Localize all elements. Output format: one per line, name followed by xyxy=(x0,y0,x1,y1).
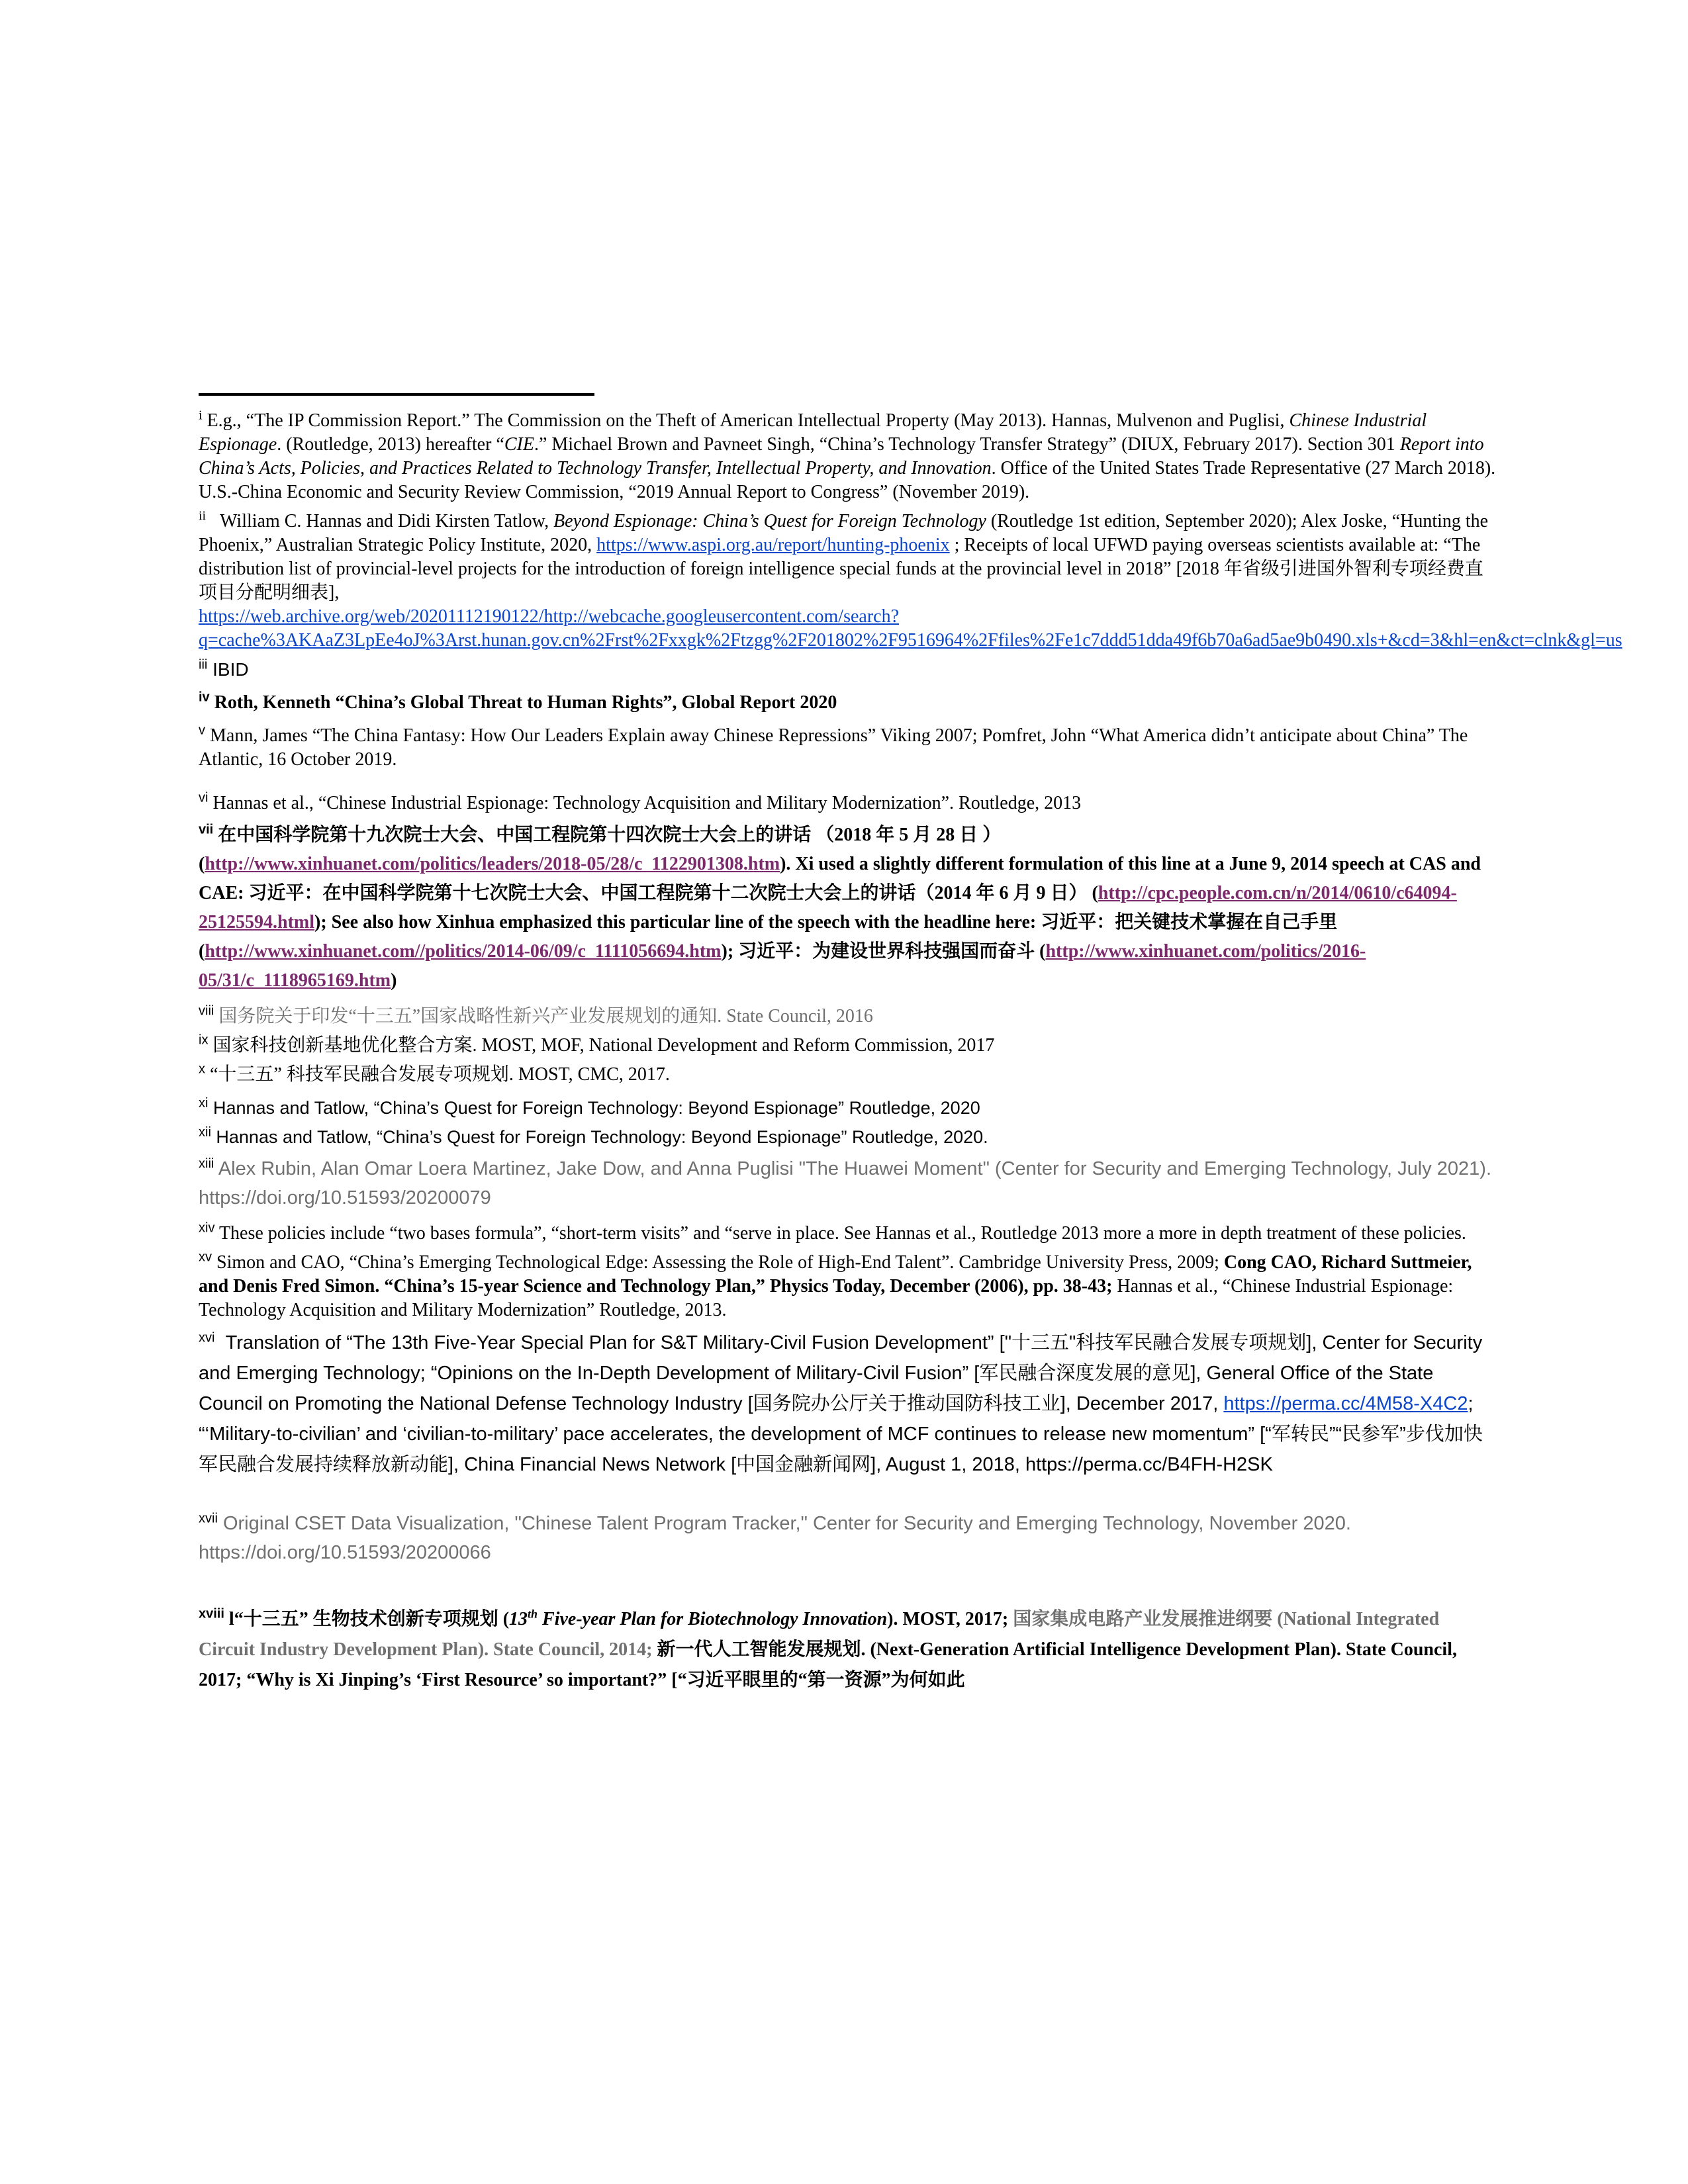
endnote-v: $^v$ Mann, James “The China Fantasy: How Our Leaders Explain away Chinese Repressions” Viking 2007; Pomfret, John “What America didn’t anticipate about China” The Atlantic, 16 October 2019. xyxy=(199,723,1468,770)
endnote-marker: xvii xyxy=(199,1511,218,1526)
endnote-xi: $^{xi}$ Hannas and Tatlow, “China’s Quest for Foreign Technology: Beyond Espionage” Routledge, 2020 xyxy=(199,1096,980,1118)
endnote-marker: xviii xyxy=(199,1606,224,1621)
endnote-marker: v xyxy=(199,723,205,738)
link-xinhua-2018[interactable]: http://www.xinhuanet.com/politics/leaders/2018-05/28/c_1122901308.htm xyxy=(205,854,780,874)
endnote-marker: xiii xyxy=(199,1156,214,1171)
endnote-marker: vi xyxy=(199,790,209,805)
endnote-marker: i xyxy=(199,408,203,423)
link-webarchive-hunan[interactable]: https://web.archive.org/web/20201112190122/http://webcache.googleusercontent.com/search?q=cache%3AKAaZ3LpEe4oJ%3Arst.hunan.gov.cn%2Frst%2Fxxgk%2Ftzgg%2F201802%2F9516964%2Ffiles%2Fe1c7ddd51dda49f6b70a6ad5ae9b0490.xls+&cd=3&hl=en&ct=clnk&gl=us xyxy=(199,606,1622,651)
endnote-i: $^i$ E.g., “The IP Commission Report.” The Commission on the Theft of American Intellectual Property (May 2013). Hannas, Mulvenon and Puglisi, Chinese Industrial Espionage. (Routledge, 2013) hereafter “CIE.” Michael Brown and Pavneet Singh, “China’s Technology Transfer Strategy” (DIUX, February 2017). Section 301 Report into China’s Acts, Policies, and Practices Related to Technology Transfer, Intellectual Property, and Innovation. Office of the United States Trade Representative (27 March 2018). U.S.-China Economic and Security Review Commission, “2019 Annual Report to Congress” (November 2019). xyxy=(199,408,1496,502)
endnote-marker: vii xyxy=(199,822,214,837)
footnote-separator xyxy=(199,393,594,396)
endnote-marker: ii xyxy=(199,508,207,523)
endnote-xvii: $^{xvii}$ Original CSET Data Visualization, "Chinese Talent Program Tracker," Center for Security and Emerging Technology, November 2020. https://doi.org/10.51593/20200066 xyxy=(199,1511,1351,1563)
endnote-xvi: $^{xvi}$ Translation of “The 13th Five-Year Special Plan for S&T Military-Civil Fusion Development” ["十三五"科技军民融合发展专项规划], Center for Security and Emerging Technology; “Opinions on the In-Depth Development of Military-Civil Fusion” [军民融合深度发展的意见], General Office of the State Council on Promoting the National Defense Technology Industry [国务院办公厅关于推动国防科技工业], December 2017, https://perma.cc/4M58-X4C2; “‘Military-to-civilian’ and ‘civilian-to-military’ pace accelerates, the development of MCF continues to release new momentum” [“军转民”“民参军”步伐加快军民融合发展持续释放新动能], China Financial News Network [中国金融新闻网], August 1, 2018, https://perma.cc/B4FH-H2SK xyxy=(199,1330,1483,1475)
endnote-viii: $^{viii}$ 国务院关于印发“十三五”国家战略性新兴产业发展规划的通知. State Council, 2016 xyxy=(199,1003,873,1026)
endnote-marker: xv xyxy=(199,1250,212,1265)
endnote-marker: iv xyxy=(199,690,210,705)
link-people-2014[interactable]: http://cpc.people.com.cn/n/2014/0610/c64094-25125594.html xyxy=(199,883,1457,933)
endnote-vii: $^{vii}$ 在中国科学院第十九次院士大会、中国工程院第十四次院士大会上的讲话 （2018 年 5 月 28 日 ） (http://www.xinhuanet.com/politics/leaders/2018-05/28/c_1122901308.htm). Xi used a slightly different formulation of this line at a June 9, 2014 speech at CAS and CAE: 习近平：在中国科学院第十七次院士大会、中国工程院第十二次院士大会上的讲话（2014 年 6 月 9 日） (http://cpc.people.com.cn/n/2014/0610/c64094-25125594.html); See also how Xinhua emphasized this particular line of the speech with the headline here: 习近平：把关键技术掌握在自己手里 (http://www.xinhuanet.com//politics/2014-06/09/c_1111056694.htm); 习近平：为建设世界科技强国而奋斗 (http://www.xinhuanet.com/politics/2016-05/31/c_1118965169.htm) xyxy=(199,822,1481,991)
endnote-marker: viii xyxy=(199,1003,214,1019)
endnote-marker: xii xyxy=(199,1125,211,1140)
link-perma-4m58[interactable]: https://perma.cc/4M58-X4C2 xyxy=(1223,1393,1468,1414)
endnote-xii: $^{xii}$ Hannas and Tatlow, “China’s Quest for Foreign Technology: Beyond Espionage” Routledge, 2020. xyxy=(199,1125,988,1147)
endnote-xiv: $^{xiv}$ These policies include “two bases formula”, “short-term visits” and “serve in place. See Hannas et al., Routledge 2013 more a more in depth treatment of these policies. xyxy=(199,1220,1466,1244)
endnote-xv: $^{xv}$ Simon and CAO, “China’s Emerging Technological Edge: Assessing the Role of High-End Talent”. Cambridge University Press, 2009; Cong CAO, Richard Suttmeier, and Denis Fred Simon. “China’s 15-year Science and Technology Plan,” Physics Today, December (2006), pp. 38-43; Hannas et al., “Chinese Industrial Espionage: Technology Acquisition and Military Modernization” Routledge, 2013. xyxy=(199,1250,1472,1320)
endnote-marker: ix xyxy=(199,1032,209,1048)
endnote-marker: xiv xyxy=(199,1220,215,1236)
endnote-xiii: $^{xiii}$ Alex Rubin, Alan Omar Loera Martinez, Jake Dow, and Anna Puglisi "The Huawei Moment" (Center for Security and Emerging Technology, July 2021). https://doi.org/10.51593/20200079 xyxy=(199,1156,1492,1208)
endnotes xyxy=(199,408,1622,1696)
endnote-xviii: $^{xviii}$ l“十三五” 生物技术创新专项规划 (13th Five-year Plan for Biotechnology Innovation). MOST, 2017; 国家集成电路产业发展推进纲要 (National Integrated Circuit Industry Development Plan). State Council, 2014; 新一代人工智能发展规划. (Next-Generation Artificial Intelligence Development Plan). State Council, 2017; “Why is Xi Jinping’s ‘First Resource’ so important?” [“习近平眼里的“第一资源”为何如此 xyxy=(199,1606,1457,1690)
link-xinhua-2014[interactable]: http://www.xinhuanet.com//politics/2014-06/09/c_1111056694.htm xyxy=(205,941,722,962)
endnote-marker: xi xyxy=(199,1096,209,1111)
endnote-iv: $^{iv}$ Roth, Kenneth “China’s Global Threat to Human Rights”, Global Report 2020 xyxy=(199,690,837,713)
endnote-iii: $^{iii}$ IBID xyxy=(199,657,249,680)
endnote-ix: $^{ix}$ 国家科技创新基地优化整合方案. MOST, MOF, National Development and Reform Commission, 2017 xyxy=(199,1032,995,1056)
link-xinhua-2016[interactable]: http://www.xinhuanet.com/politics/2016-05/31/c_1118965169.htm xyxy=(199,941,1366,991)
link-aspi-hunting-phoenix[interactable]: https://www.aspi.org.au/report/hunting-phoenix xyxy=(596,535,950,555)
endnote-marker: xvi xyxy=(199,1330,215,1345)
endnote-marker: x xyxy=(199,1062,205,1077)
endnote-ii: $^{ii}$ William C. Hannas and Didi Kirsten Tatlow, Beyond Espionage: China’s Quest for Foreign Technology (Routledge 1st edition, September 2020); Alex Joske, “Hunting the Phoenix,” Australian Strategic Policy Institute, 2020, https://www.aspi.org.au/report/hunting-phoenix ; Receipts of local UFWD paying overseas scientists available at: “The distribution list of provincial-level projects for the introduction of foreign intelligence special funds at the provincial level in 2018” [2018 年省级引进国外智利专项经费直项目分配明细表], https://web.archive.org/web/20201112190122/http://webcache.googleusercontent.com/search?q=cache%3AKAaZ3LpEe4oJ%3Arst.hunan.gov.cn%2Frst%2Fxxgk%2Ftzgg%2F201802%2F9516964%2Ffiles%2Fe1c7ddd51dda49f6b70a6ad5ae9b0490.xls+&cd=3&hl=en&ct=clnk&gl=us xyxy=(199,508,1622,651)
endnote-marker: iii xyxy=(199,657,208,672)
endnote-vi: $^{vi}$ Hannas et al., “Chinese Industrial Espionage: Technology Acquisition and Military Modernization”. Routledge, 2013 xyxy=(199,790,1082,813)
endnote-x: $^x$ “十三五” 科技军民融合发展专项规划. MOST, CMC, 2017. xyxy=(199,1062,670,1085)
